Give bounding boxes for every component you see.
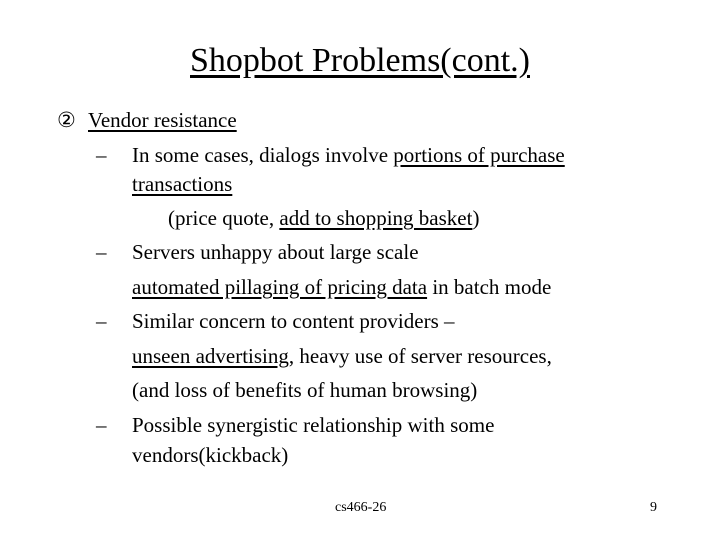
subitem-1-line-1: In some cases, dialogs involve portions of purchase [132,143,565,167]
footer-course: cs466-26 [335,500,387,515]
subitem-1-line-2: transactions [132,172,233,196]
dash-marker: – [96,143,107,167]
dash-marker: – [96,240,107,264]
dash-marker: – [96,413,107,437]
slide-title: Shopbot Problems(cont.) [190,42,530,79]
dash-marker: – [96,309,107,333]
subitem-2-line-2: automated pillaging of pricing data in batch mode [132,275,552,299]
subitem-3-line-2: unseen advertising, heavy use of server resources, [132,344,552,368]
subitem-4-line-1: Possible synergistic relationship with some [132,413,495,437]
page-number: 9 [650,500,657,515]
subitem-3-line-1: Similar concern to content providers – [132,309,455,333]
subitem-3-line-3: (and loss of benefits of human browsing) [132,378,478,402]
subitem-4-line-2: vendors(kickback) [132,443,289,467]
bullet-vendor-resistance: Vendor resistance [88,108,237,132]
circled-two-marker: ② [57,108,76,132]
subitem-2-line-1: Servers unhappy about large scale [132,240,419,264]
subitem-1-line-3: (price quote, add to shopping basket) [168,206,480,230]
